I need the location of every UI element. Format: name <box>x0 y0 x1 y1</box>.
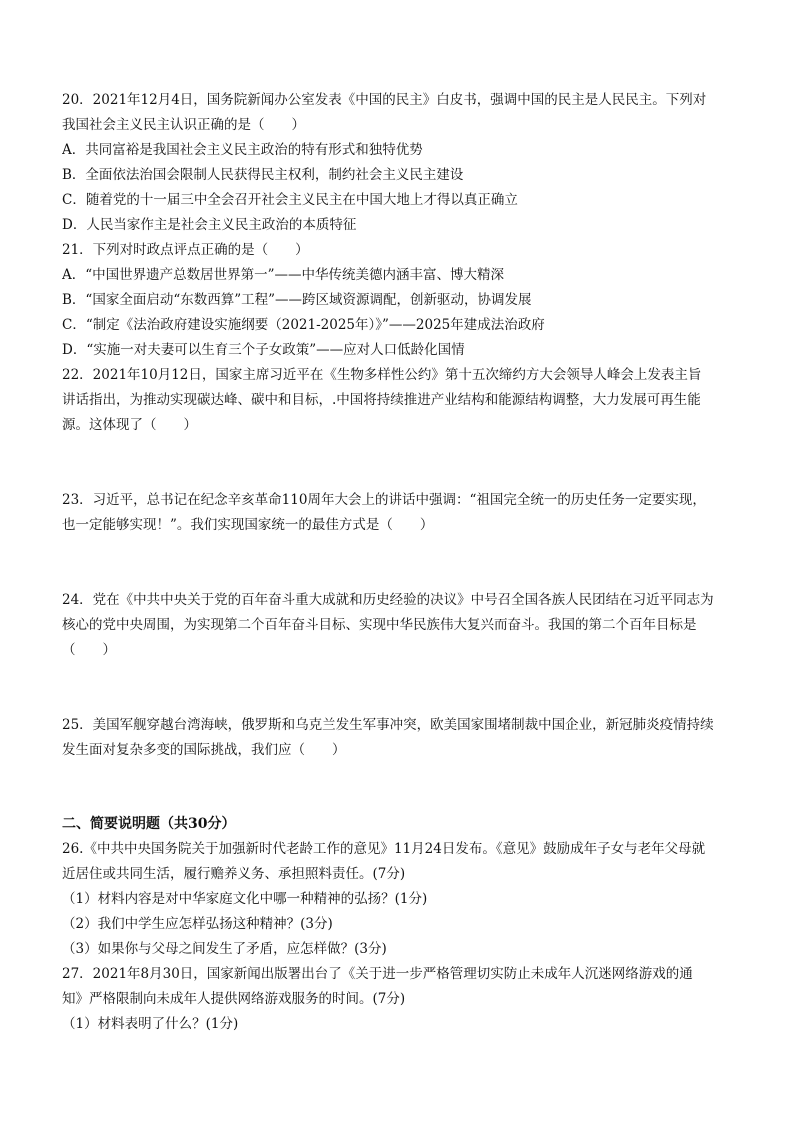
q26-subquestion-3: （3）如果你与父母之间发生了矛盾，应怎样做？(3分) <box>62 941 387 957</box>
q20-option-c: C．随着党的十一届三中全会召开社会主义民主在中国大地上才得以真正确立 <box>62 192 518 208</box>
q20-option-b: B．全面依法治国会限制人民获得民主权利，制约社会主义民主建设 <box>62 167 464 183</box>
q25-stem-line-2: 发生面对复杂多变的国际挑战，我们应（ ） <box>62 742 346 758</box>
q26-subquestion-1: （1）材料内容是对中华家庭文化中哪一种精神的弘扬？(1分) <box>62 891 428 907</box>
q26-stem-line-2: 近居住或共同生活，履行赡养义务、承担照料责任。(7分) <box>62 866 406 882</box>
q20-stem-line-1: 20．2021年12月4日，国务院新闻办公室发表《中国的民主》白皮书，强调中国的民主是人民民主。下列对 <box>62 92 707 108</box>
q20-stem-line-2: 我国社会主义民主认识正确的是（ ） <box>62 117 305 133</box>
q21-option-d: D．“实施一对夫妻可以生育三个子女政策”——应对人口低龄化国情 <box>62 342 465 358</box>
q21-stem: 21．下列对时政点评点正确的是（ ） <box>62 242 309 258</box>
q23-stem-line-2: 也一定能够实现！”。我们实现国家统一的最佳方式是（ ） <box>62 517 434 533</box>
q22-stem-line-2: 讲话指出，为推动实现碳达峰、碳中和目标，.中国将持续推进产业结构和能源结构调整，大力发展可再生能 <box>62 392 701 408</box>
section-heading: 二、简要说明题（共30分） <box>62 816 236 832</box>
q20-option-d: D．人民当家作主是社会主义民主政治的本质特征 <box>62 217 357 233</box>
q21-option-b: B．“国家全面启动“东数西算”工程”——跨区域资源调配，创新驱动，协调发展 <box>62 292 532 308</box>
q27-stem-line-1: 27．2021年8月30日，国家新闻出版署出台了《关于进一步严格管理切实防止未成年人沉迷网络游戏的通 <box>62 966 693 982</box>
q22-stem-line-3: 源。这体现了（ ） <box>62 417 197 433</box>
q22-stem-line-1: 22．2021年10月12日，国家主席习近平在《生物多样性公约》第十五次缔约方大会领导人峰会上发表主旨 <box>62 367 702 383</box>
q27-stem-line-2: 知》严格限制向未成年人提供网络游戏服务的时间。(7分) <box>62 991 406 1007</box>
q24-stem-line-1: 24．党在《中共中央关于党的百年奋斗重大成就和历史经验的决议》中号召全国各族人民团结在习近平同志为 <box>62 592 714 608</box>
q26-stem-line-1: 26.《中共中央国务院关于加强新时代老龄工作的意见》11月24日发布。《意见》鼓励成年子女与老年父母就 <box>62 841 706 857</box>
q24-stem-line-3: （ ） <box>62 642 116 658</box>
q26-subquestion-2: （2）我们中学生应怎样弘扬这种精神？(3分) <box>62 916 333 932</box>
q21-option-a: A．“中国世界遗产总数居世界第一”——中华传统美德内涵丰富、博大精深 <box>62 267 505 283</box>
q23-stem-line-1: 23．习近平，总书记在纪念辛亥革命110周年大会上的讲话中强调：“祖国完全统一的历史任务一定要实现， <box>62 492 706 508</box>
q21-option-c: C．“制定《法治政府建设实施纲要（2021-2025年）》”——2025年建成法治政府 <box>62 317 545 333</box>
q25-stem-line-1: 25．美国军舰穿越台湾海峡，俄罗斯和乌克兰发生军事冲突，欧美国家围堵制裁中国企业，新冠肺炎疫情持续 <box>62 717 714 733</box>
q20-option-a: A．共同富裕是我国社会主义民主政治的特有形式和独特优势 <box>62 142 423 158</box>
q24-stem-line-2: 核心的党中央周围，为实现第二个百年奋斗目标、实现中华民族伟大复兴而奋斗。我国的第二个百年目标是 <box>62 617 697 633</box>
q27-subquestion-1: （1）材料表明了什么？(1分) <box>62 1016 239 1032</box>
